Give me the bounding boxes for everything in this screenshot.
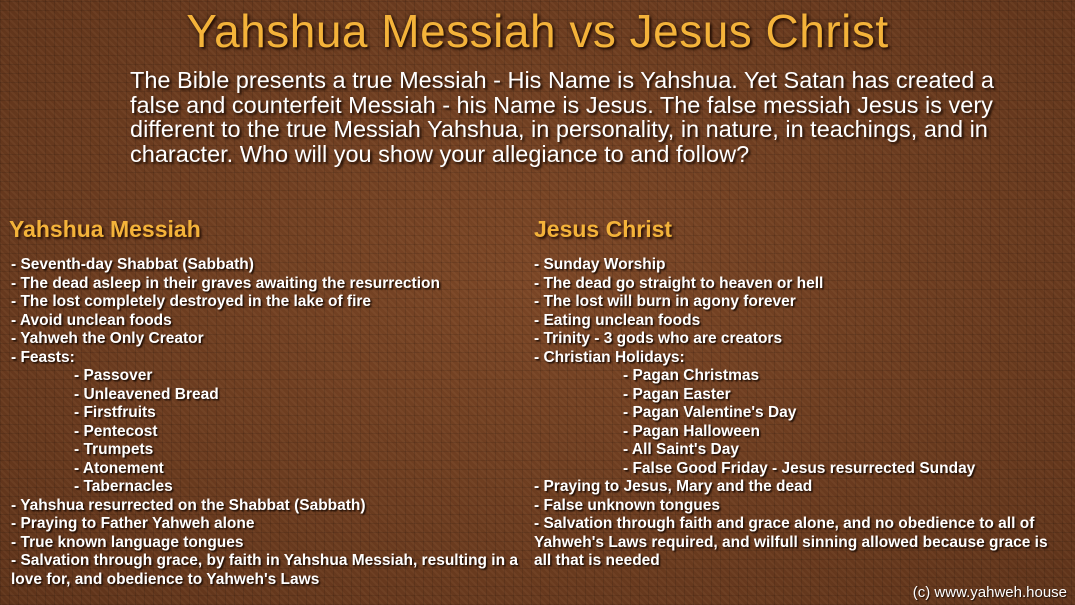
- holiday-item: - Pagan Christmas: [623, 367, 760, 384]
- list-item: - The dead go straight to heaven or hell: [534, 274, 824, 292]
- feast-item: - Tabernacles: [74, 478, 173, 495]
- copyright-footer: (c) www.yahweh.house: [912, 584, 1067, 601]
- list-item: - Salvation through grace, by faith in Yahshua Messiah, resulting in a love for, and obedience to Yahweh's Laws: [11, 552, 519, 588]
- holiday-item: - Pagan Valentine's Day: [623, 404, 797, 421]
- holiday-item: - False Good Friday - Jesus resurrected Sunday: [623, 459, 976, 477]
- list-item: - Trinity - 3 gods who are creators: [534, 330, 783, 347]
- list-item: - Christian Holidays:: [534, 348, 685, 366]
- yahshua-messiah-list: [11, 256, 521, 589]
- holiday-item: - Pagan Halloween: [623, 422, 760, 440]
- jesus-christ-list: [534, 256, 1059, 571]
- list-item: - True known language tongues: [11, 533, 244, 551]
- list-item: - Praying to Jesus, Mary and the dead: [534, 478, 813, 495]
- list-item: - The lost completely destroyed in the lake of fire: [11, 293, 372, 310]
- holiday-item: - All Saint's Day: [623, 441, 739, 458]
- feast-item: - Pentecost: [74, 422, 158, 440]
- feast-item: - Firstfruits: [74, 404, 156, 421]
- list-item: - Praying to Father Yahweh alone: [11, 515, 255, 532]
- yahshua-messiah-heading: Yahshua Messiah: [9, 216, 201, 242]
- list-item: - Seventh-day Shabbat (Sabbath): [11, 256, 254, 273]
- list-item: - Salvation through faith and grace alone, and no obedience to all of Yahweh's Laws required, and wilfull sinning allowed because grace is all that is needed: [534, 515, 1048, 569]
- jesus-christ-heading: Jesus Christ: [534, 216, 673, 242]
- list-item: - Avoid unclean foods: [11, 311, 172, 329]
- list-item: - Yahweh the Only Creator: [11, 330, 204, 347]
- list-item: - Yahshua resurrected on the Shabbat (Sabbath): [11, 496, 366, 514]
- list-item: - Feasts:: [11, 348, 75, 366]
- page-title: Yahshua Messiah vs Jesus Christ: [186, 5, 889, 57]
- intro-paragraph: The Bible presents a true Messiah - His Name is Yahshua. Yet Satan has created a false and counterfeit Messiah - his Name is Jesus. The false messiah Jesus is very different to the true Messiah Yahshua, in personality, in nature, in teachings, and in character. Who will you show your allegiance to and follow?: [130, 67, 994, 167]
- list-item: - False unknown tongues: [534, 496, 721, 514]
- feast-item: - Passover: [74, 367, 153, 384]
- feast-item: - Unleavened Bread: [74, 385, 219, 403]
- feast-item: - Trumpets: [74, 441, 154, 458]
- list-item: - Sunday Worship: [534, 256, 666, 273]
- list-item: - The lost will burn in agony forever: [534, 293, 796, 310]
- list-item: - The dead asleep in their graves awaiting the resurrection: [11, 274, 440, 292]
- feast-item: - Atonement: [74, 459, 164, 477]
- holiday-item: - Pagan Easter: [623, 385, 731, 403]
- list-item: - Eating unclean foods: [534, 311, 701, 329]
